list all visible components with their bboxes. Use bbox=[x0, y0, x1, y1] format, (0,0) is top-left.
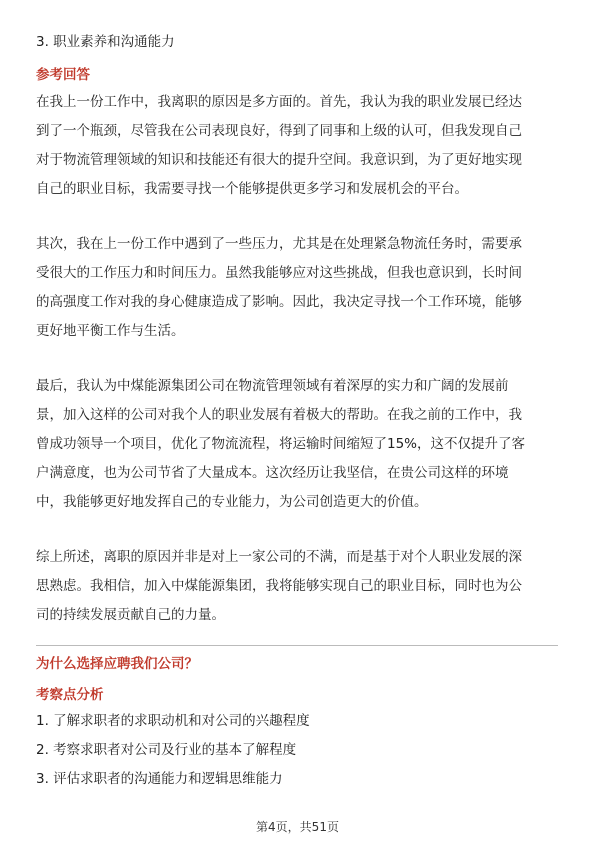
paragraph-line: 更好地平衡工作与生活。 bbox=[36, 323, 185, 339]
paragraph-line: 户满意度，也为公司节省了大量成本。这次经历让我坚信，在贵公司这样的环境 bbox=[36, 465, 509, 481]
analysis-item: 1. 了解求职者的求职动机和对公司的兴趣程度 bbox=[36, 713, 310, 729]
paragraph-line: 自己的职业目标，我需要寻找一个能够提供更多学习和发展机会的平台。 bbox=[36, 181, 468, 197]
paragraph-line: 曾成功领导一个项目，优化了物流流程，将运输时间缩短了15%，这不仅提升了客 bbox=[36, 436, 526, 452]
paragraph-line: 司的持续发展贡献自己的力量。 bbox=[36, 607, 225, 623]
paragraph-line: 到了一个瓶颈，尽管我在公司表现良好，得到了同事和上级的认可，但我发现自己 bbox=[36, 123, 522, 139]
question-title: 为什么选择应聘我们公司？ bbox=[36, 656, 198, 672]
paragraph-line: 中，我能够更好地发挥自己的专业能力，为公司创造更大的价值。 bbox=[36, 494, 428, 510]
paragraph-line: 受很大的工作压力和时间压力。虽然我能够应对这些挑战，但我也意识到，长时间 bbox=[36, 265, 522, 281]
page-footer: 第4页，共51页 bbox=[256, 820, 339, 834]
divider bbox=[36, 645, 558, 646]
paragraph-line: 在我上一份工作中，我离职的原因是多方面的。首先，我认为我的职业发展已经达 bbox=[36, 94, 522, 110]
paragraph-line: 其次，我在上一份工作中遇到了一些压力，尤其是在处理紧急物流任务时，需要承 bbox=[36, 236, 522, 252]
paragraph-line: 的高强度工作对我的身心健康造成了影响。因此，我决定寻找一个工作环境，能够 bbox=[36, 294, 522, 310]
analysis-item: 2. 考察求职者对公司及行业的基本了解程度 bbox=[36, 742, 297, 758]
analysis-item: 3. 评估求职者的沟通能力和逻辑思维能力 bbox=[36, 771, 283, 787]
section-heading: 3. 职业素养和沟通能力 bbox=[36, 34, 175, 50]
analysis-label: 考察点分析 bbox=[36, 687, 104, 703]
paragraph-line: 综上所述，离职的原因并非是对上一家公司的不满，而是基于对个人职业发展的深 bbox=[36, 549, 522, 565]
paragraph-line: 最后，我认为中煤能源集团公司在物流管理领域有着深厚的实力和广阔的发展前 bbox=[36, 378, 509, 394]
paragraph-line: 对于物流管理领域的知识和技能还有很大的提升空间。我意识到，为了更好地实现 bbox=[36, 152, 522, 168]
paragraph-line: 思熟虑。我相信，加入中煤能源集团，我将能够实现自己的职业目标，同时也为公 bbox=[36, 578, 522, 594]
answer-label: 参考回答 bbox=[36, 67, 90, 83]
paragraph-line: 景，加入这样的公司对我个人的职业发展有着极大的帮助。在我之前的工作中，我 bbox=[36, 407, 522, 423]
